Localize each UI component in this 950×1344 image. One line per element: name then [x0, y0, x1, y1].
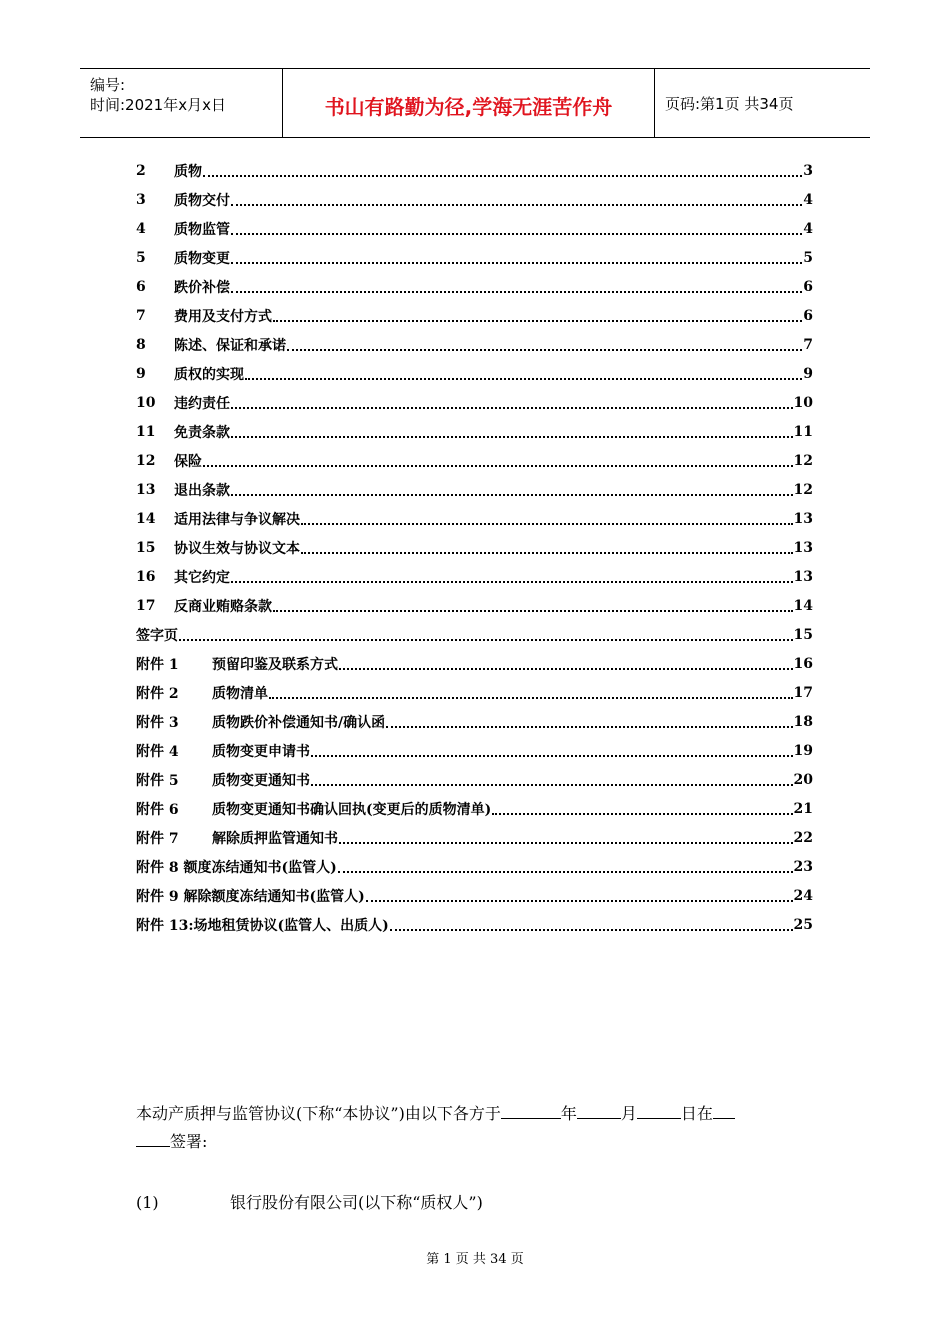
- toc-entry-page: 20: [793, 771, 813, 788]
- toc-entry-number: 4: [136, 220, 146, 237]
- toc-dot-leader: [339, 654, 793, 670]
- intro-text: 本动产质押与监管协议(下称“本协议”)由以下各方于: [136, 1104, 501, 1123]
- toc-entry-number: 5: [136, 249, 146, 266]
- toc-entry[interactable]: [136, 504, 813, 533]
- toc-entry-page: 6: [803, 278, 813, 295]
- toc-entry-number: 2: [136, 162, 146, 179]
- year-blank[interactable]: [501, 1102, 561, 1119]
- toc-entry[interactable]: [136, 185, 813, 214]
- toc-entry-page: 18: [793, 713, 813, 730]
- toc-entry[interactable]: [136, 736, 813, 765]
- toc-entry-title: 预留印鉴及联系方式: [212, 656, 338, 673]
- toc-entry-label: 适用法律与争议解决: [174, 511, 300, 528]
- toc-entry[interactable]: [136, 562, 813, 591]
- toc-entry[interactable]: [136, 852, 813, 881]
- toc-entry-page: 11: [793, 423, 813, 440]
- place-blank-cont[interactable]: [136, 1130, 170, 1147]
- toc-dot-leader: [339, 828, 793, 844]
- toc-entry-number: 16: [136, 568, 156, 585]
- toc-entry[interactable]: [136, 620, 813, 649]
- toc-entry[interactable]: [136, 243, 813, 272]
- toc-entry-page: 4: [803, 220, 813, 237]
- toc-entry-page: 12: [793, 452, 813, 469]
- toc-entry-label: 附件 9 解除额度冻结通知书(监管人): [136, 888, 365, 905]
- toc-dot-leader: [338, 857, 793, 873]
- toc-entry[interactable]: [136, 272, 813, 301]
- toc-entry-label: 附件 1: [136, 656, 179, 673]
- toc-entry-page: 13: [793, 510, 813, 527]
- header-meta: [80, 69, 282, 137]
- toc-entry-label: 附件 13:场地租赁协议(监管人、出质人): [136, 917, 389, 934]
- toc-entry[interactable]: [136, 446, 813, 475]
- toc-dot-leader: [301, 509, 793, 525]
- toc-entry[interactable]: [136, 910, 813, 939]
- toc-entry-page: 22: [793, 829, 813, 846]
- toc-dot-leader: [492, 799, 792, 815]
- toc-dot-leader: [311, 741, 793, 757]
- toc-dot-leader: [231, 248, 802, 264]
- toc-dot-leader: [231, 190, 802, 206]
- toc-dot-leader: [231, 422, 793, 438]
- signed-label: 签署:: [170, 1132, 208, 1151]
- toc-entry[interactable]: [136, 359, 813, 388]
- day-at-label: 日在: [680, 1104, 713, 1123]
- toc-entry-label: 质物交付: [174, 192, 230, 209]
- toc-entry-page: 5: [803, 249, 813, 266]
- place-blank[interactable]: [713, 1102, 735, 1119]
- toc-entry-number: 11: [136, 423, 156, 440]
- toc-dot-leader: [231, 277, 802, 293]
- toc-entry-page: 15: [793, 626, 813, 643]
- toc-entry[interactable]: [136, 156, 813, 185]
- toc-entry-title: 质物变更通知书: [212, 772, 310, 789]
- toc-entry-page: 21: [793, 800, 813, 817]
- toc-entry[interactable]: [136, 475, 813, 504]
- toc-entry[interactable]: [136, 330, 813, 359]
- toc-entry[interactable]: [136, 417, 813, 446]
- toc-dot-leader: [273, 306, 802, 322]
- page-header: [80, 68, 870, 138]
- toc-dot-leader: [179, 625, 793, 641]
- toc-entry-number: 7: [136, 307, 146, 324]
- toc-entry-label: 附件 2: [136, 685, 179, 702]
- toc-entry-page: 7: [803, 336, 813, 353]
- toc-entry-label: 费用及支付方式: [174, 308, 272, 325]
- toc-dot-leader: [386, 712, 792, 728]
- toc-entry-label: 附件 6: [136, 801, 179, 818]
- toc-entry-title: 质物清单: [212, 685, 268, 702]
- toc-entry[interactable]: [136, 765, 813, 794]
- toc-entry-number: 13: [136, 481, 156, 498]
- toc-entry-label: 免责条款: [174, 424, 230, 441]
- toc-entry-page: 6: [803, 307, 813, 324]
- toc-entry-page: 23: [793, 858, 813, 875]
- year-label: 年: [560, 1104, 577, 1123]
- toc-entry-number: 14: [136, 510, 156, 527]
- toc-entry-label: 其它约定: [174, 569, 230, 586]
- toc-entry-label: 附件 3: [136, 714, 179, 731]
- toc-entry-title: 质物变更申请书: [212, 743, 310, 760]
- toc-dot-leader: [366, 886, 793, 902]
- toc-entry-page: 16: [793, 655, 813, 672]
- toc-dot-leader: [273, 596, 793, 612]
- toc-entry[interactable]: [136, 881, 813, 910]
- toc-entry-page: 14: [793, 597, 813, 614]
- toc-entry-label: 质物监管: [174, 221, 230, 238]
- toc-entry[interactable]: [136, 388, 813, 417]
- toc-entry-title: 解除质押监管通知书: [212, 830, 338, 847]
- toc-entry-label: 质物: [174, 163, 202, 180]
- toc-entry-label: 附件 4: [136, 743, 179, 760]
- toc-entry-number: 3: [136, 191, 146, 208]
- toc-entry-title: 质物跌价补偿通知书/确认函: [212, 714, 386, 731]
- toc-entry-number: 6: [136, 278, 146, 295]
- intro-paragraph: [136, 1100, 816, 1156]
- toc-entry-page: 9: [803, 365, 813, 382]
- toc-dot-leader: [203, 161, 802, 177]
- toc-entry-label: 签字页: [136, 627, 178, 644]
- toc-entry[interactable]: [136, 823, 813, 852]
- toc-entry-label: 跌价补偿: [174, 279, 230, 296]
- toc-entry-page: 13: [793, 539, 813, 556]
- toc-entry-label: 质物变更: [174, 250, 230, 267]
- header-page-info: 页码:第1页 共34页: [665, 94, 794, 113]
- toc-entry[interactable]: [136, 301, 813, 330]
- party-index: (1): [136, 1193, 159, 1212]
- toc-entry-label: 附件 7: [136, 830, 179, 847]
- toc-entry-page: 24: [793, 887, 813, 904]
- page-footer: 第 1 页 共 34 页: [426, 1252, 524, 1267]
- party-name: 银行股份有限公司(以下称“质权人”): [230, 1193, 483, 1212]
- toc-entry[interactable]: [136, 678, 813, 707]
- toc-entry-label: 陈述、保证和承诺: [174, 337, 286, 354]
- toc-dot-leader: [287, 335, 802, 351]
- toc-entry-page: 10: [793, 394, 813, 411]
- toc-entry-label: 反商业贿赂条款: [174, 598, 272, 615]
- toc-entry-page: 4: [803, 191, 813, 208]
- toc-dot-leader: [245, 364, 802, 380]
- toc-entry-label: 退出条款: [174, 482, 230, 499]
- toc-entry-number: 8: [136, 336, 146, 353]
- toc-entry-number: 12: [136, 452, 156, 469]
- toc-entry-page: 19: [793, 742, 813, 759]
- day-blank[interactable]: [637, 1102, 681, 1119]
- toc-entry[interactable]: [136, 649, 813, 678]
- toc-entry[interactable]: [136, 794, 813, 823]
- toc-dot-leader: [231, 393, 793, 409]
- header-slogan: 书山有路勤为径,学海无涯苦作舟: [282, 69, 655, 137]
- toc-dot-leader: [203, 451, 793, 467]
- toc-entry-number: 17: [136, 597, 156, 614]
- toc-entry-number: 9: [136, 365, 146, 382]
- toc-entry-page: 12: [793, 481, 813, 498]
- toc-dot-leader: [231, 219, 802, 235]
- toc-entry-label: 附件 5: [136, 772, 179, 789]
- month-blank[interactable]: [577, 1102, 621, 1119]
- toc-dot-leader: [311, 770, 793, 786]
- party-1: [136, 1190, 483, 1213]
- toc-entry[interactable]: [136, 533, 813, 562]
- toc-entry-label: 质权的实现: [174, 366, 244, 383]
- toc-entry-page: 13: [793, 568, 813, 585]
- toc-entry-title: 质物变更通知书确认回执(变更后的质物清单): [212, 801, 492, 818]
- table-of-contents: [136, 156, 813, 939]
- toc-dot-leader: [301, 538, 793, 554]
- toc-entry-number: 15: [136, 539, 156, 556]
- toc-entry[interactable]: [136, 591, 813, 620]
- toc-dot-leader: [269, 683, 793, 699]
- toc-entry-page: 3: [803, 162, 813, 179]
- document-time: 时间:2021年x月x日: [90, 96, 226, 114]
- toc-entry-label: 附件 8 额度冻结通知书(监管人): [136, 859, 337, 876]
- toc-entry-label: 协议生效与协议文本: [174, 540, 300, 557]
- toc-entry[interactable]: [136, 214, 813, 243]
- toc-dot-leader: [390, 915, 793, 931]
- toc-entry[interactable]: [136, 707, 813, 736]
- toc-entry-page: 25: [793, 916, 813, 933]
- toc-entry-label: 保险: [174, 453, 202, 470]
- toc-dot-leader: [231, 480, 793, 496]
- toc-entry-number: 10: [136, 394, 156, 411]
- month-label: 月: [620, 1104, 637, 1123]
- toc-dot-leader: [231, 567, 793, 583]
- document-number-label: 编号:: [90, 76, 126, 94]
- toc-entry-page: 17: [793, 684, 813, 701]
- toc-entry-label: 违约责任: [174, 395, 230, 412]
